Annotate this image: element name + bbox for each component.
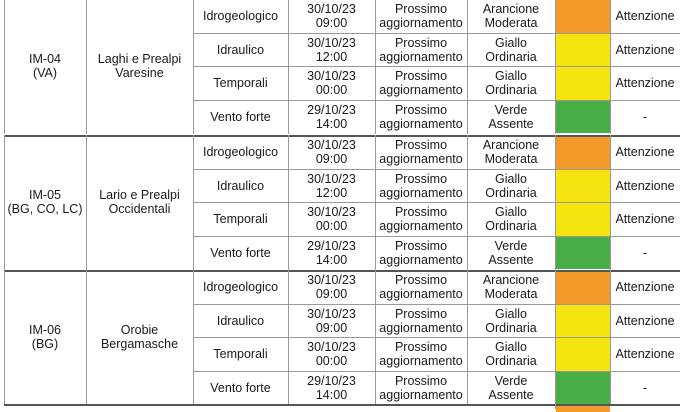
column-divider xyxy=(467,0,468,134)
zone-area-name: Bergamasche xyxy=(100,337,179,351)
criticality-color-name: Arancione xyxy=(482,138,540,152)
criticality-swatch xyxy=(556,203,610,236)
row-divider xyxy=(193,66,680,67)
update-cell xyxy=(375,304,467,337)
update-cell xyxy=(375,33,467,66)
criticality-level: Moderata xyxy=(484,287,538,301)
criticality-cell xyxy=(467,236,555,269)
validity-date: 30/10/23 xyxy=(307,273,356,287)
update-label: Prossimo xyxy=(394,102,448,117)
update-label: aggiornamento xyxy=(379,49,463,64)
update-label: Prossimo xyxy=(394,35,448,50)
risk-type: Temporali xyxy=(213,76,268,90)
update-label: Prossimo xyxy=(394,2,448,16)
criticality-swatch xyxy=(556,338,610,371)
alert-status: - xyxy=(642,380,648,395)
update-cell xyxy=(375,337,467,371)
zone-code-cell xyxy=(4,0,86,133)
risk-type-cell xyxy=(193,270,288,304)
column-divider xyxy=(4,270,5,405)
validity-date: 30/10/23 xyxy=(307,171,356,186)
zone-code: IM-05 xyxy=(29,188,61,202)
update-label: aggiornamento xyxy=(379,16,463,30)
validity-time: 00:00 xyxy=(315,219,348,233)
risk-type-cell xyxy=(193,202,288,236)
zone-area-name: Orobie xyxy=(120,323,159,337)
validity-date: 30/10/23 xyxy=(307,340,356,354)
criticality-level: Ordinaria xyxy=(485,49,537,64)
validity-cell xyxy=(288,304,375,337)
criticality-cell xyxy=(467,0,555,33)
validity-date: 29/10/23 xyxy=(307,373,356,388)
criticality-cell xyxy=(467,169,555,202)
column-divider xyxy=(86,135,87,270)
criticality-color-name: Verde xyxy=(494,238,528,253)
validity-time: 00:00 xyxy=(315,354,348,368)
alert-status-cell xyxy=(610,66,680,100)
update-label: aggiornamento xyxy=(379,83,463,97)
column-divider xyxy=(288,270,289,405)
zone-area-cell xyxy=(86,135,193,269)
criticality-color-name: Giallo xyxy=(495,205,527,219)
validity-time: 09:00 xyxy=(315,287,348,301)
zone-area-name: Laghi e Prealpi xyxy=(97,52,182,66)
criticality-color-name: Arancione xyxy=(482,273,540,287)
alert-status-cell xyxy=(610,169,680,202)
risk-type: Temporali xyxy=(213,347,268,361)
update-label: aggiornamento xyxy=(379,320,463,335)
validity-date: 30/10/23 xyxy=(307,138,356,152)
update-label: aggiornamento xyxy=(379,116,463,131)
validity-time: 14:00 xyxy=(315,252,348,267)
update-label: Prossimo xyxy=(394,273,448,287)
update-cell xyxy=(375,0,467,33)
column-divider xyxy=(86,270,87,405)
validity-time: 14:00 xyxy=(315,387,348,402)
criticality-level: Assente xyxy=(488,252,534,267)
update-cell xyxy=(375,100,467,133)
criticality-cell xyxy=(467,337,555,371)
criticality-color-name: Giallo xyxy=(495,35,527,50)
update-cell xyxy=(375,202,467,236)
criticality-color-name: Giallo xyxy=(495,69,527,83)
zone-code-cell xyxy=(4,270,86,404)
risk-type-cell xyxy=(193,33,288,66)
column-divider xyxy=(193,0,194,134)
column-divider xyxy=(288,0,289,134)
risk-type: Idraulico xyxy=(216,313,265,328)
criticality-color-name: Giallo xyxy=(495,340,527,354)
row-divider xyxy=(4,270,680,272)
validity-cell xyxy=(288,371,375,404)
validity-cell xyxy=(288,337,375,371)
validity-cell xyxy=(288,33,375,66)
risk-type: Idrogeologico xyxy=(202,280,279,294)
criticality-level: Assente xyxy=(488,387,534,402)
risk-type: Temporali xyxy=(213,212,268,226)
criticality-color-name: Verde xyxy=(494,373,528,388)
criticality-swatch xyxy=(556,34,610,66)
zone-area-cell xyxy=(86,0,193,133)
alert-status: Attenzione xyxy=(615,178,675,193)
update-label: Prossimo xyxy=(394,171,448,186)
update-label: Prossimo xyxy=(394,238,448,253)
zone-area-name: Occidentali xyxy=(108,202,171,216)
validity-date: 29/10/23 xyxy=(307,102,356,117)
validity-cell xyxy=(288,0,375,33)
update-label: Prossimo xyxy=(394,340,448,354)
criticality-level: Assente xyxy=(488,116,534,131)
criticality-swatch xyxy=(556,305,610,337)
update-label: aggiornamento xyxy=(379,287,463,301)
criticality-cell xyxy=(467,100,555,133)
validity-date: 30/10/23 xyxy=(307,2,356,16)
row-divider xyxy=(193,304,680,305)
validity-date: 30/10/23 xyxy=(307,69,356,83)
alert-status: Attenzione xyxy=(615,9,675,23)
column-divider xyxy=(467,270,468,405)
validity-time: 12:00 xyxy=(315,49,348,64)
update-label: aggiornamento xyxy=(379,387,463,402)
column-divider xyxy=(86,0,87,134)
zone-code: IM-06 xyxy=(29,323,61,337)
column-divider xyxy=(375,270,376,405)
row-divider xyxy=(193,202,680,203)
zone-area-name: Varesine xyxy=(115,66,164,80)
alert-status: - xyxy=(642,109,648,124)
criticality-color-name: Verde xyxy=(494,102,528,117)
risk-type-cell xyxy=(193,236,288,269)
validity-date: 30/10/23 xyxy=(307,35,356,50)
criticality-swatch xyxy=(556,271,610,304)
column-divider xyxy=(193,270,194,405)
criticality-cell xyxy=(467,371,555,404)
validity-cell xyxy=(288,270,375,304)
validity-cell xyxy=(288,202,375,236)
update-label: Prossimo xyxy=(394,373,448,388)
risk-type-cell xyxy=(193,337,288,371)
alert-status-cell xyxy=(610,236,680,269)
risk-type: Vento forte xyxy=(210,245,271,260)
criticality-color-name: Giallo xyxy=(495,171,527,186)
validity-time: 09:00 xyxy=(315,16,348,30)
zone-provinces: (BG, CO, LC) xyxy=(7,202,83,216)
risk-type-cell xyxy=(193,135,288,169)
criticality-cell xyxy=(467,202,555,236)
risk-type-cell xyxy=(193,169,288,202)
validity-time: 14:00 xyxy=(315,116,348,131)
alert-status: Attenzione xyxy=(615,347,675,361)
risk-type: Vento forte xyxy=(210,380,271,395)
alert-status-cell xyxy=(610,100,680,133)
criticality-swatch xyxy=(556,170,610,202)
column-divider xyxy=(610,0,611,134)
update-label: Prossimo xyxy=(394,69,448,83)
criticality-swatch xyxy=(556,406,610,412)
column-divider xyxy=(610,270,611,405)
column-divider xyxy=(555,135,556,270)
alert-status-cell xyxy=(610,270,680,304)
criticality-level: Ordinaria xyxy=(485,219,537,233)
risk-type: Idraulico xyxy=(216,178,265,193)
criticality-cell xyxy=(467,270,555,304)
criticality-cell xyxy=(467,135,555,169)
criticality-swatch xyxy=(556,136,610,169)
column-divider xyxy=(467,135,468,270)
column-divider xyxy=(4,135,5,270)
risk-type-cell xyxy=(193,66,288,100)
update-cell xyxy=(375,135,467,169)
row-divider xyxy=(193,100,680,101)
row-divider xyxy=(193,337,680,338)
alert-status-cell xyxy=(610,371,680,404)
risk-type: Idrogeologico xyxy=(202,145,279,159)
validity-date: 29/10/23 xyxy=(307,238,356,253)
row-divider xyxy=(193,169,680,170)
validity-cell xyxy=(288,236,375,269)
criticality-cell xyxy=(467,66,555,100)
criticality-level: Moderata xyxy=(484,152,538,166)
validity-cell xyxy=(288,169,375,202)
update-label: aggiornamento xyxy=(379,354,463,368)
criticality-cell xyxy=(467,33,555,66)
update-cell xyxy=(375,169,467,202)
alert-status: Attenzione xyxy=(615,280,675,294)
alert-status: Attenzione xyxy=(615,313,675,328)
row-divider xyxy=(193,236,680,237)
zone-area-name: Lario e Prealpi xyxy=(99,188,180,202)
risk-type-cell xyxy=(193,0,288,33)
zone-area-cell xyxy=(86,270,193,404)
criticality-color-name: Arancione xyxy=(482,2,540,16)
alert-status: - xyxy=(642,245,648,260)
risk-type: Vento forte xyxy=(210,109,271,124)
alert-status: Attenzione xyxy=(615,212,675,226)
update-label: aggiornamento xyxy=(379,219,463,233)
alert-status-cell xyxy=(610,202,680,236)
risk-type: Idraulico xyxy=(216,42,265,57)
column-divider xyxy=(193,135,194,270)
zone-provinces: (VA) xyxy=(32,66,58,80)
risk-type-cell xyxy=(193,100,288,133)
column-divider xyxy=(375,0,376,134)
criticality-level: Ordinaria xyxy=(485,320,537,335)
validity-cell xyxy=(288,66,375,100)
alert-status: Attenzione xyxy=(615,76,675,90)
column-divider xyxy=(610,135,611,270)
alert-status-cell xyxy=(610,33,680,66)
update-label: Prossimo xyxy=(394,205,448,219)
criticality-swatch xyxy=(556,237,610,269)
validity-cell xyxy=(288,135,375,169)
risk-type-cell xyxy=(193,304,288,337)
column-divider xyxy=(288,135,289,270)
row-divider xyxy=(193,33,680,34)
column-divider xyxy=(4,0,5,134)
alert-status-cell xyxy=(610,0,680,33)
column-divider xyxy=(555,270,556,405)
validity-time: 00:00 xyxy=(315,83,348,97)
update-cell xyxy=(375,236,467,269)
criticality-level: Ordinaria xyxy=(485,354,537,368)
row-divider xyxy=(193,371,680,372)
validity-cell xyxy=(288,100,375,133)
update-label: Prossimo xyxy=(394,306,448,321)
validity-time: 09:00 xyxy=(315,320,348,335)
validity-date: 30/10/23 xyxy=(307,205,356,219)
zone-code: IM-04 xyxy=(29,52,61,66)
criticality-swatch xyxy=(556,101,610,133)
alert-status: Attenzione xyxy=(615,145,675,159)
update-cell xyxy=(375,371,467,404)
criticality-cell xyxy=(467,304,555,337)
criticality-color-name: Giallo xyxy=(495,306,527,321)
alert-status: Attenzione xyxy=(615,42,675,57)
risk-type: Idrogeologico xyxy=(202,9,279,23)
update-cell xyxy=(375,270,467,304)
zone-provinces: (BG) xyxy=(31,337,59,351)
zone-code-cell xyxy=(4,135,86,269)
alert-status-cell xyxy=(610,135,680,169)
alert-status-cell xyxy=(610,337,680,371)
criticality-swatch xyxy=(556,372,610,404)
update-label: aggiornamento xyxy=(379,185,463,200)
update-label: Prossimo xyxy=(394,138,448,152)
validity-date: 30/10/23 xyxy=(307,306,356,321)
alert-status-cell xyxy=(610,304,680,337)
risk-type-cell xyxy=(193,371,288,404)
row-divider xyxy=(4,135,680,137)
update-label: aggiornamento xyxy=(379,252,463,267)
criticality-swatch xyxy=(556,0,610,33)
validity-time: 12:00 xyxy=(315,185,348,200)
criticality-level: Ordinaria xyxy=(485,83,537,97)
validity-time: 09:00 xyxy=(315,152,348,166)
column-divider xyxy=(375,135,376,270)
criticality-swatch xyxy=(556,67,610,100)
criticality-level: Ordinaria xyxy=(485,185,537,200)
column-divider xyxy=(555,0,556,134)
criticality-level: Moderata xyxy=(484,16,538,30)
update-cell xyxy=(375,66,467,100)
update-label: aggiornamento xyxy=(379,152,463,166)
